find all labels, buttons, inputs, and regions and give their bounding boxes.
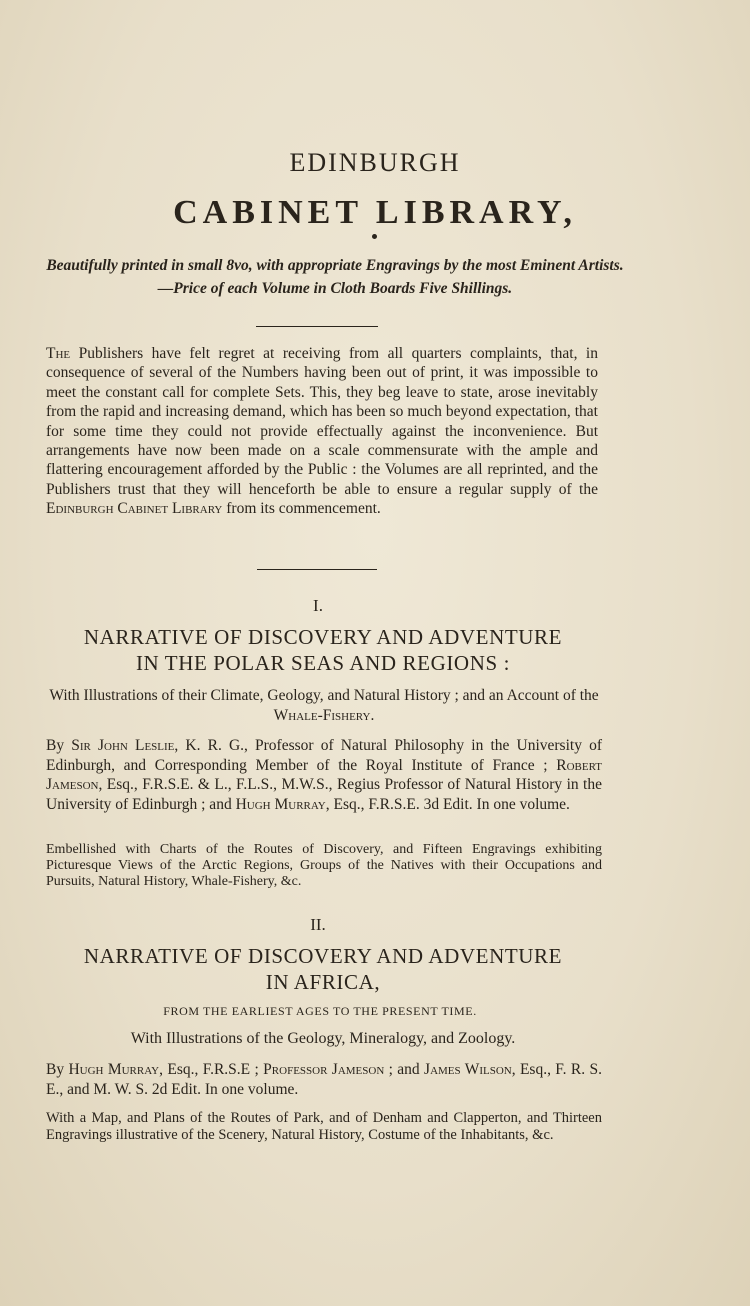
volume-1-authors (46, 736, 602, 814)
volume-1-title-line-2: IN THE POLAR SEAS AND REGIONS : (135, 651, 511, 675)
volume-2-author-part: Hugh Murray (68, 1061, 160, 1078)
ornament-dot (372, 234, 377, 239)
volume-2-embellished: With a Map, and Plans of the Routes of Park, and of Denham and Clapperton, and Thirteen Engravings illustrative of the Scenery, Natural History, Costume of the Inhabitants, &c. (46, 1110, 602, 1143)
volume-1-illustrations (46, 686, 602, 726)
volume-2-authors (46, 1060, 602, 1099)
volume-2-illustrations: With Illustrations of the Geology, Mineralogy, and Zoology. (130, 1030, 516, 1047)
volume-2-title-line-2: IN AFRICA, (265, 970, 381, 994)
volume-1-embellished: Embellished with Charts of the Routes of Discovery, and Fifteen Engravings exhibiting Picturesque Views of the Arctic Regions, Groups of the Natives with their Occupations and Pursuits, Natural History, Whale-Fishery, &c. (46, 842, 602, 889)
volume-2-author-part: , Esq., F. R. S. E., and M. W. S. 2d Edit. In one volume. (46, 1061, 602, 1098)
divider-rule-top (256, 326, 378, 327)
volume-1-title-line-1: NARRATIVE OF DISCOVERY AND ADVENTURE (83, 625, 563, 649)
volume-2-author-part: ; and (384, 1061, 425, 1078)
volume-2-title-line-1: NARRATIVE OF DISCOVERY AND ADVENTURE (83, 944, 563, 968)
volume-2-from-line: FROM THE EARLIEST AGES TO THE PRESENT TIME. (163, 1004, 477, 1018)
volume-1-author-part: , Esq., F.R.S.E. & L., F.L.S., M.W.S., Regius Professor of Natural History in the University of Edinburgh ; and (46, 776, 602, 813)
divider-rule-middle (257, 569, 377, 570)
intro-paragraph (46, 344, 598, 519)
intro-library-name: Edinburgh Cabinet Library (46, 500, 223, 518)
volume-1-numeral: I. (313, 596, 323, 615)
subtitle-price: Beautifully printed in small 8vo, with appropriate Engravings by the most Eminent Artists.—Price of each Volume in Cloth Boards Five Shillings. (46, 257, 624, 297)
volume-1-author-part: Robert Jameson (46, 756, 602, 793)
volume-2-author-part: , Esq., F.R.S.E ; (159, 1061, 264, 1078)
volume-1-author-part: , Esq., F.R.S.E. 3d Edit. In one volume. (325, 795, 570, 813)
volume-1-author-part: , K. R. G., Professor of Natural Philosophy in the University of Edinburgh, and Corresponding Member of the Royal Institute of France ; (46, 737, 602, 774)
volume-1-title (40, 624, 606, 676)
volume-2-author-part: James Wilson (424, 1061, 512, 1078)
intro-lead: The (46, 345, 71, 362)
intro-text-2: from its commencement. (222, 500, 381, 518)
volume-1-author-part: By (46, 737, 72, 754)
header-edinburgh: EDINBURGH (289, 148, 461, 177)
volume-1-illustrations-end: . (370, 707, 375, 724)
volume-2-title (40, 943, 606, 995)
volume-2-author-part: By (46, 1061, 69, 1078)
volume-2-numeral: II. (310, 915, 326, 934)
intro-text-1: Publishers have felt regret at receiving from all quarters complaints, that, in consequence of several of the Numbers having been out of print, it was impossible to meet the constant call for complete Sets. This, they beg leave to state, arose inevitably from the rapid and increasing demand, which has been so much beyond expectation, that for some time they could not provide effectually against the inconvenience. But arrangements have now been made on a scale commensurate with the ample and flattering encouragement afforded by the Public : the Volumes are all reprinted, and the Publishers trust that they will henceforth be able to ensure a regular supply of the (46, 345, 598, 498)
volume-1-whale-fishery: Whale-Fishery (273, 707, 371, 724)
volume-1-author-part: Hugh Murray (235, 795, 326, 813)
volume-2-author-part: Professor Jameson (263, 1061, 385, 1078)
header-cabinet-library: CABINET LIBRARY, (173, 194, 577, 231)
volume-1-author-part: Sir John Leslie (71, 737, 175, 754)
volume-1-illustrations-text: With Illustrations of their Climate, Geology, and Natural History ; and an Account of the (49, 687, 599, 704)
